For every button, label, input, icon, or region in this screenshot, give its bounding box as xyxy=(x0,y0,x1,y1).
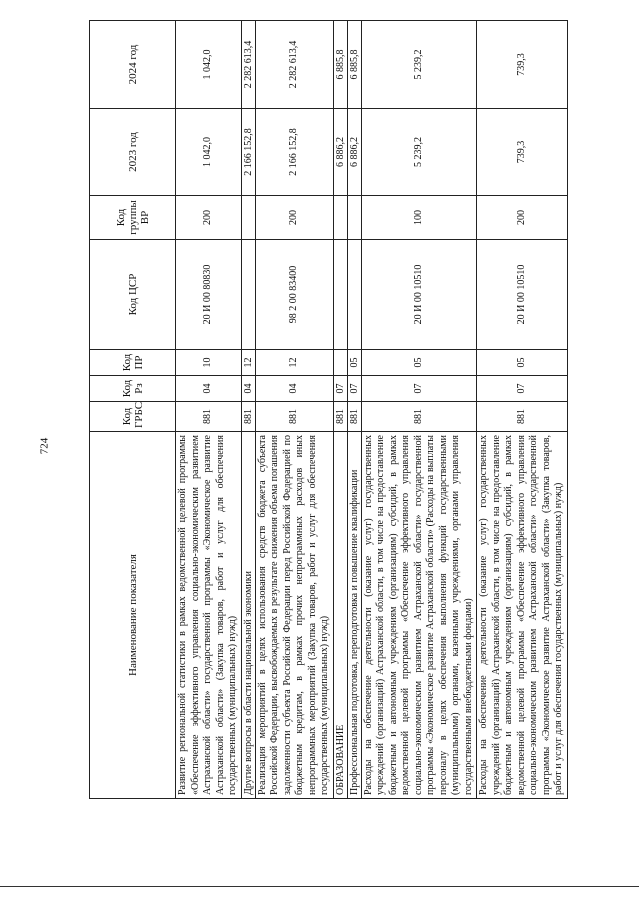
table-row xyxy=(477,21,568,799)
row-grbs: 881 xyxy=(176,402,242,432)
row-2023: 2 166 152,8 xyxy=(241,109,255,196)
row-rz: 07 xyxy=(333,376,347,402)
row-csr: 20 И 00 10510 xyxy=(477,240,568,350)
header-2023: 2023 год xyxy=(90,109,176,196)
header-vr: Код группы ВР xyxy=(90,196,176,240)
row-2024: 6 885,8 xyxy=(347,21,361,109)
page-number: 724 xyxy=(38,437,51,455)
row-pr: 05 xyxy=(361,350,477,376)
row-name: Расходы на обеспечение деятельности (оказание услуг) государственных учреждений (организаций) Астраханской области, в том числе на предоставление бюджетным и автономным учреждениям (организациям) субсидий, в рамках ведомственной целевой программы «Обеспечение эффективного управления социально-экономическим развитием Астраханской области» государственной программы «Экономическое развитие Астраханской области» (Закупка товаров, работ и услуг для обеспечения государственных (муниципальных) нужд) xyxy=(477,432,568,799)
budget-table-wrapper xyxy=(89,21,609,799)
row-pr: 10 xyxy=(176,350,242,376)
row-2024: 2 282 613,4 xyxy=(241,21,255,109)
row-rz: 04 xyxy=(241,376,255,402)
row-2023: 1 042,0 xyxy=(176,109,242,196)
row-grbs: 881 xyxy=(347,402,361,432)
row-rz: 07 xyxy=(347,376,361,402)
row-grbs: 881 xyxy=(477,402,568,432)
row-name: Развитие региональной статистики в рамках ведомственной целевой программы «Обеспечение эффективного управления социально-экономическим развитием Астраханской области» государственной программы «Экономическое развитие Астраханской области» (Закупка товаров, работ и услуг для обеспечения государственных (муниципальных) нужд) xyxy=(176,432,242,799)
row-name: Расходы на обеспечение деятельности (оказание услуг) государственных учреждений (организаций) Астраханской области, в том числе на предоставление бюджетным и автономным учреждениям (организациям) субсидий, в рамках ведомственной целевой программы «Обеспечение эффективного управления социально-экономическим развитием Астраханской области» государственной программы «Экономическое развитие Астраханской области» (Расходы на выплаты персоналу в целях обеспечения выполнения функций государственными (муниципальными) органами, казенными учреждениями, органами управления государственными внебюджетными фондами) xyxy=(361,432,477,799)
row-2023: 739,3 xyxy=(477,109,568,196)
row-pr: 12 xyxy=(255,350,333,376)
row-2024: 5 239,2 xyxy=(361,21,477,109)
row-csr xyxy=(333,240,347,350)
page-bottom-rule xyxy=(0,886,639,887)
table-row xyxy=(347,21,361,799)
row-name: Реализация мероприятий в целях использования средств бюджета субъекта Российской Федерации, высвобождаемых в результате снижения объема погашения задолженности субъекта Российской Федерации перед Российской Федерацией по бюджетным кредитам, в рамках прочих непрограммных расходов иных непрограммных мероприятий (Закупка товаров, работ и услуг для обеспечения государственных (муниципальных) нужд) xyxy=(255,432,333,799)
table-header-row xyxy=(90,21,176,799)
row-vr xyxy=(347,196,361,240)
row-csr: 20 И 00 10510 xyxy=(361,240,477,350)
row-pr: 05 xyxy=(477,350,568,376)
row-csr: 20 И 00 80830 xyxy=(176,240,242,350)
row-name: Профессиональная подготовка, переподготовка и повышение квалификации xyxy=(347,432,361,799)
row-rz: 04 xyxy=(255,376,333,402)
row-rz: 07 xyxy=(361,376,477,402)
row-2023: 6 886,2 xyxy=(347,109,361,196)
row-grbs: 881 xyxy=(333,402,347,432)
table-row xyxy=(255,21,333,799)
header-rz: Код Рз xyxy=(90,376,176,402)
row-csr: 98 2 00 83400 xyxy=(255,240,333,350)
row-2023: 2 166 152,8 xyxy=(255,109,333,196)
header-2024: 2024 год xyxy=(90,21,176,109)
row-name: ОБРАЗОВАНИЕ xyxy=(333,432,347,799)
row-2024: 6 885,8 xyxy=(333,21,347,109)
row-vr xyxy=(241,196,255,240)
row-csr xyxy=(347,240,361,350)
table-row xyxy=(333,21,347,799)
row-2023: 6 886,2 xyxy=(333,109,347,196)
header-pr: Код ПР xyxy=(90,350,176,376)
row-2023: 5 239,2 xyxy=(361,109,477,196)
row-2024: 2 282 613,4 xyxy=(255,21,333,109)
header-name: Наименование показателя xyxy=(90,432,176,799)
row-name: Другие вопросы в области национальной экономики xyxy=(241,432,255,799)
header-grbs: Код ГРБС xyxy=(90,402,176,432)
row-grbs: 881 xyxy=(241,402,255,432)
row-vr: 100 xyxy=(361,196,477,240)
row-pr xyxy=(333,350,347,376)
header-csr: Код ЦСР xyxy=(90,240,176,350)
row-vr: 200 xyxy=(176,196,242,240)
row-vr: 200 xyxy=(477,196,568,240)
table-row xyxy=(361,21,477,799)
row-rz: 07 xyxy=(477,376,568,402)
table-row xyxy=(176,21,242,799)
row-2024: 739,3 xyxy=(477,21,568,109)
row-2024: 1 042,0 xyxy=(176,21,242,109)
row-pr: 12 xyxy=(241,350,255,376)
table-row xyxy=(241,21,255,799)
row-grbs: 881 xyxy=(361,402,477,432)
row-vr xyxy=(333,196,347,240)
row-csr xyxy=(241,240,255,350)
budget-table xyxy=(89,20,568,799)
row-pr: 05 xyxy=(347,350,361,376)
row-rz: 04 xyxy=(176,376,242,402)
row-grbs: 881 xyxy=(255,402,333,432)
row-vr: 200 xyxy=(255,196,333,240)
